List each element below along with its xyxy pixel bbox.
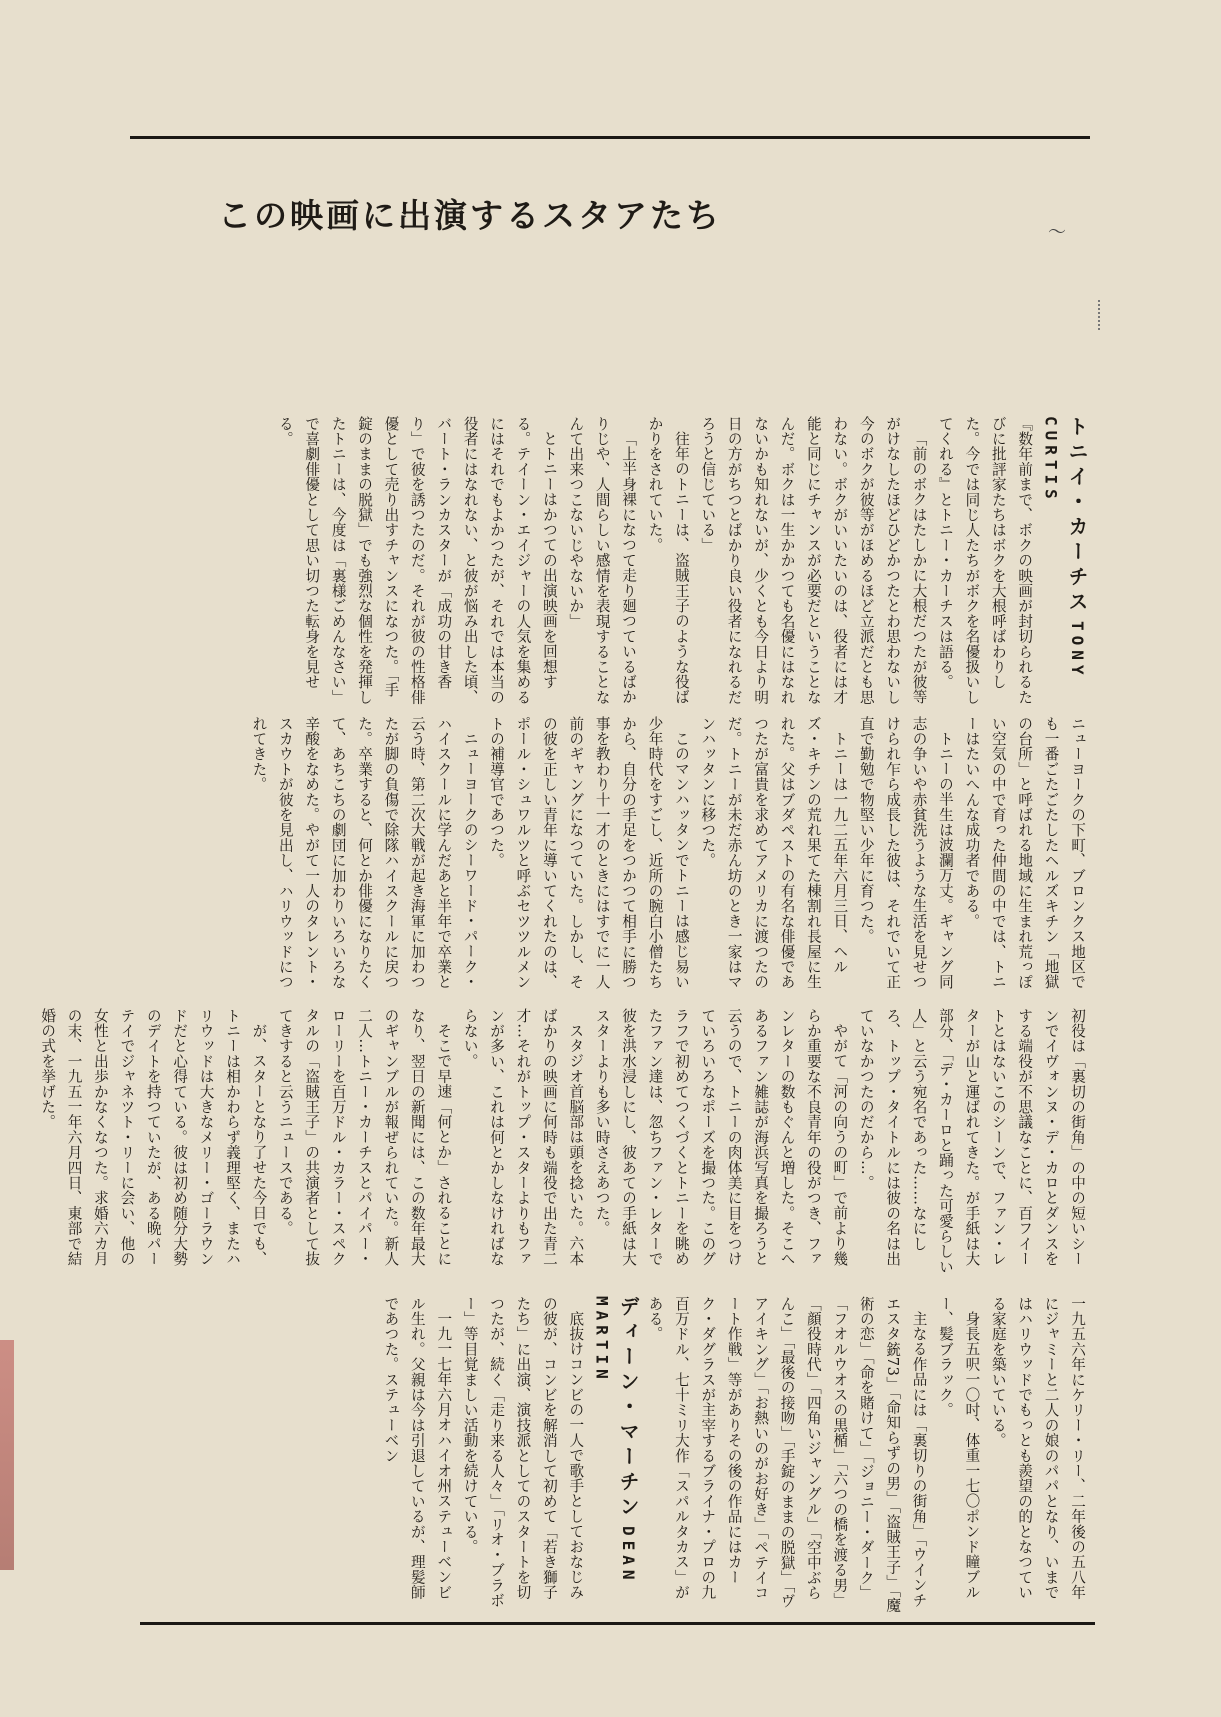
paragraph: 身長五呎一〇吋、体重一七〇ポンド瞳ブルー、髪ブラック。	[936, 1296, 981, 1600]
paragraph: そこで早速「何とか」されることになり、翌日の新聞には、この数年最大のギャンブルが報ぜられていた。新人二人…トニー・カーチスとパイパー・ローリーを百万ドル・カラー・スペクタルの「盗賊王子」の共演者として抜てきすると云うニュースである。	[276, 1008, 453, 1267]
tony-curtis-name-jp: トニイ・カーチス	[1065, 416, 1089, 616]
paragraph: 主なる作品には「裏切りの街角」「ウインチエスタ銃73」「命知らずの男」「盗賊王子」「魔術の恋」「命を賭けて」「ジョニー・ダーク」「フオルウオスの黒楯」「六つの橋を渡る男」「顔役時代」「四角いジャングル」「空中ぶらんこ」「最後の接吻」「手錠のままの脱獄」「ヴアイキング」「お熱いのがお好き」「ペテイコート作戦」等がありその後の作品にはカーク・ダグラスが主宰するブライナ・プロの九百万ドル、七十ミリ大作「スパルタカス」がある。	[646, 1296, 928, 1614]
margin-mark	[1098, 300, 1104, 330]
paragraph: とトニーはかつての出演映画を回想する。テイーン・エイジャーの人気を集めるにはそれでもよかつたが、それでは本当の役者にはなれない、と彼が悩み出した頃、バート・ランカスターが「成功の甘き香り」で彼を誘つたのだ。それが彼の性格俳優として売り出すチャンスになつた。「手錠のままの脱獄」でも強烈な個性を発揮したトニーは、今度は「裏様ごめんなさい」で喜劇俳優として思い切つた転身を見せる。	[276, 416, 558, 705]
dean-martin-name-jp: ディーン・マーチン	[616, 1296, 641, 1521]
paragraph: 一九五六年にケリー・リー、二年後の五八年にジャミーと二人の娘のパパとなり、いまではハリウッドでもっとも羨望の的となつている家庭を築いている。	[989, 1296, 1086, 1600]
paragraph: 初役は「裏切の街角」の中の短いシーンでイヴォンヌ・デ・カロとダンスをする端役が不思議なことに、百フイートとはないこのシーンで、ファン・レターが山と運ばれてきた。が手紙は大部分、「デ・カーロと踊った可愛らしい人」と云う宛名であった……なにしろ、トップ・タイトルには彼の名は出ていなかつたのだから…。	[857, 1008, 1086, 1275]
dean-martin-heading	[588, 1296, 641, 1614]
paragraph: 一九一七年六月オハイオ州ステューベンビル生れ。父親は今は引退しているが、理髪師であつた。ステューベン	[382, 1296, 453, 1600]
text-band-2	[150, 716, 1090, 992]
text-band-4	[150, 1296, 1090, 1614]
paragraph: 「前のボクはたしかに大根だつたが彼等がけなしたほどひどかつたとわ思わないし今のボクが彼等がほめるほど立派だとも思わない。ボクがいいたいのは、役者には才能と同じにチャンスが必要だということなんだ。ボクは一生かかつても名優にはなれないかも知れないが、少くとも今日より明日の方がちつとばかり良い役者になれるだろうと信じている」	[699, 416, 928, 705]
paragraph: トニーの半生は波瀾万丈。ギャング同志の争いや赤貧洗うような生活を見せつけられ乍ら成長した彼は、それでいて正直で勤勉で物堅い少年に育つた。	[857, 716, 954, 990]
paragraph: が、スターとなり了せた今日でも、トニーは相かわらず義理堅く、またハリウッドは大きなメリー・ゴーラウンドだと心得ている。彼は初め随分大勢のデイトを持つていたが、ある晩パーテイでジャネツト・リーに会い、他の女性と出歩かなくなつた。求婚六カ月の末、一九五一年六月四日、東部で結婚の式を挙げた。	[39, 1008, 268, 1267]
paragraph: ニューヨークの下町、ブロンクス地区でも一番ごたごたしたヘルズキチン「地獄の台所」と呼ばれる地域に生まれ荒っぽい空気の中で育った仲間の中では、トニーはたいへんな成功者である。	[963, 716, 1086, 990]
paragraph: ニューヨークのシーワード・パーク・ハイスクールに学んだあと半年で卒業と云う時、第二次大戦が起き海軍に加わつたが脚の負傷で除隊ハイスクールに戻つた。卒業すると、何とか俳優になりたくて、あちこちの劇団に加わりいろいろな辛酸をなめた。やがて一人のタレント・スカウトが彼を見出し、ハリウッドにつれてきた。	[250, 716, 479, 990]
text-band-3	[39, 1008, 1090, 1280]
paragraph: やがて「河の向うの町」で前より幾らか重要な不良青年の役がつき、ファンレターの数もぐんと増した。そこへあるファン雑誌が海浜写真を撮ろうと云うので、トニーの肉体美に目をつけていろいろなポーズを撮つた。このグラフで初めてつくづくとトニーを眺めたファン達は、忽ちファン・レターで彼を洪水浸しにし、彼あての手紙は大スターよりも多い時さえあつた。	[593, 1008, 849, 1267]
page-title: この映画に出演するスタアたち	[218, 196, 722, 235]
bottom-rule	[140, 1622, 1095, 1625]
paragraph: このマンハッタンでトニーは感じ易い少年時代をすごし、近所の腕白小僧たちから、自分の手足をつかつて相手に勝つ事を教わり十一才のときにはすでに一人前のギャングになつていた。しかし、その彼を正しい青年に導いてくれたのは、ポール・シュワルツと呼ぶセツツルメントの補導官であつた。	[488, 716, 690, 990]
binding-edge	[0, 1340, 14, 1570]
paragraph: 往年のトニーは、盗賊王子のような役ばかりをされていた。	[646, 416, 690, 705]
tony-curtis-name-en: TONY CURTIS	[1041, 416, 1087, 680]
top-rule	[130, 136, 1090, 139]
paragraph: トニーは一九二五年六月三日、ヘルズ・キチンの荒れ果てた棟割れ長屋に生れた。父はブダペストの有名な俳優であつたが富貴を求めてアメリカに渡つたのだ。トニーが未だ赤ん坊のとき一家はマンハッタンに移つた。	[699, 716, 849, 990]
paragraph: 底抜けコンビの一人で歌手としておなじみの彼が、コンビを解消して初めて「若き獅子たち」に出演、演技派としてのスタートを切つたが、続く「走り来る人々」「リオ・ブラボー」等目覚ましい活動を続けている。	[461, 1296, 585, 1608]
corner-mark: 〜	[1048, 222, 1066, 243]
paragraph: 『数年前まで、ボクの映画が封切られるたびに批評家たちはボクを大根呼ばわりした。今では同じ人たちがボクを名優扱いしてくれる』とトニー・カーチスは語る。	[936, 416, 1034, 705]
text-band-1	[150, 416, 1090, 706]
paragraph: スタジオ首脳部は頭を捻いた。六本ばかりの映画に何時も端役で出た青二才…それがトップ・スターよりもファンが多い、これは何とかしなければならない。	[461, 1008, 585, 1267]
dean-martin-name-en: DEAN MARTIN	[592, 1296, 639, 1585]
paragraph: 「上半身裸になつて走り廻つているばかりじや、人間らしい感情を表現することなんて出来つこないじやないか」	[567, 416, 638, 705]
tony-curtis-heading	[1037, 416, 1090, 706]
